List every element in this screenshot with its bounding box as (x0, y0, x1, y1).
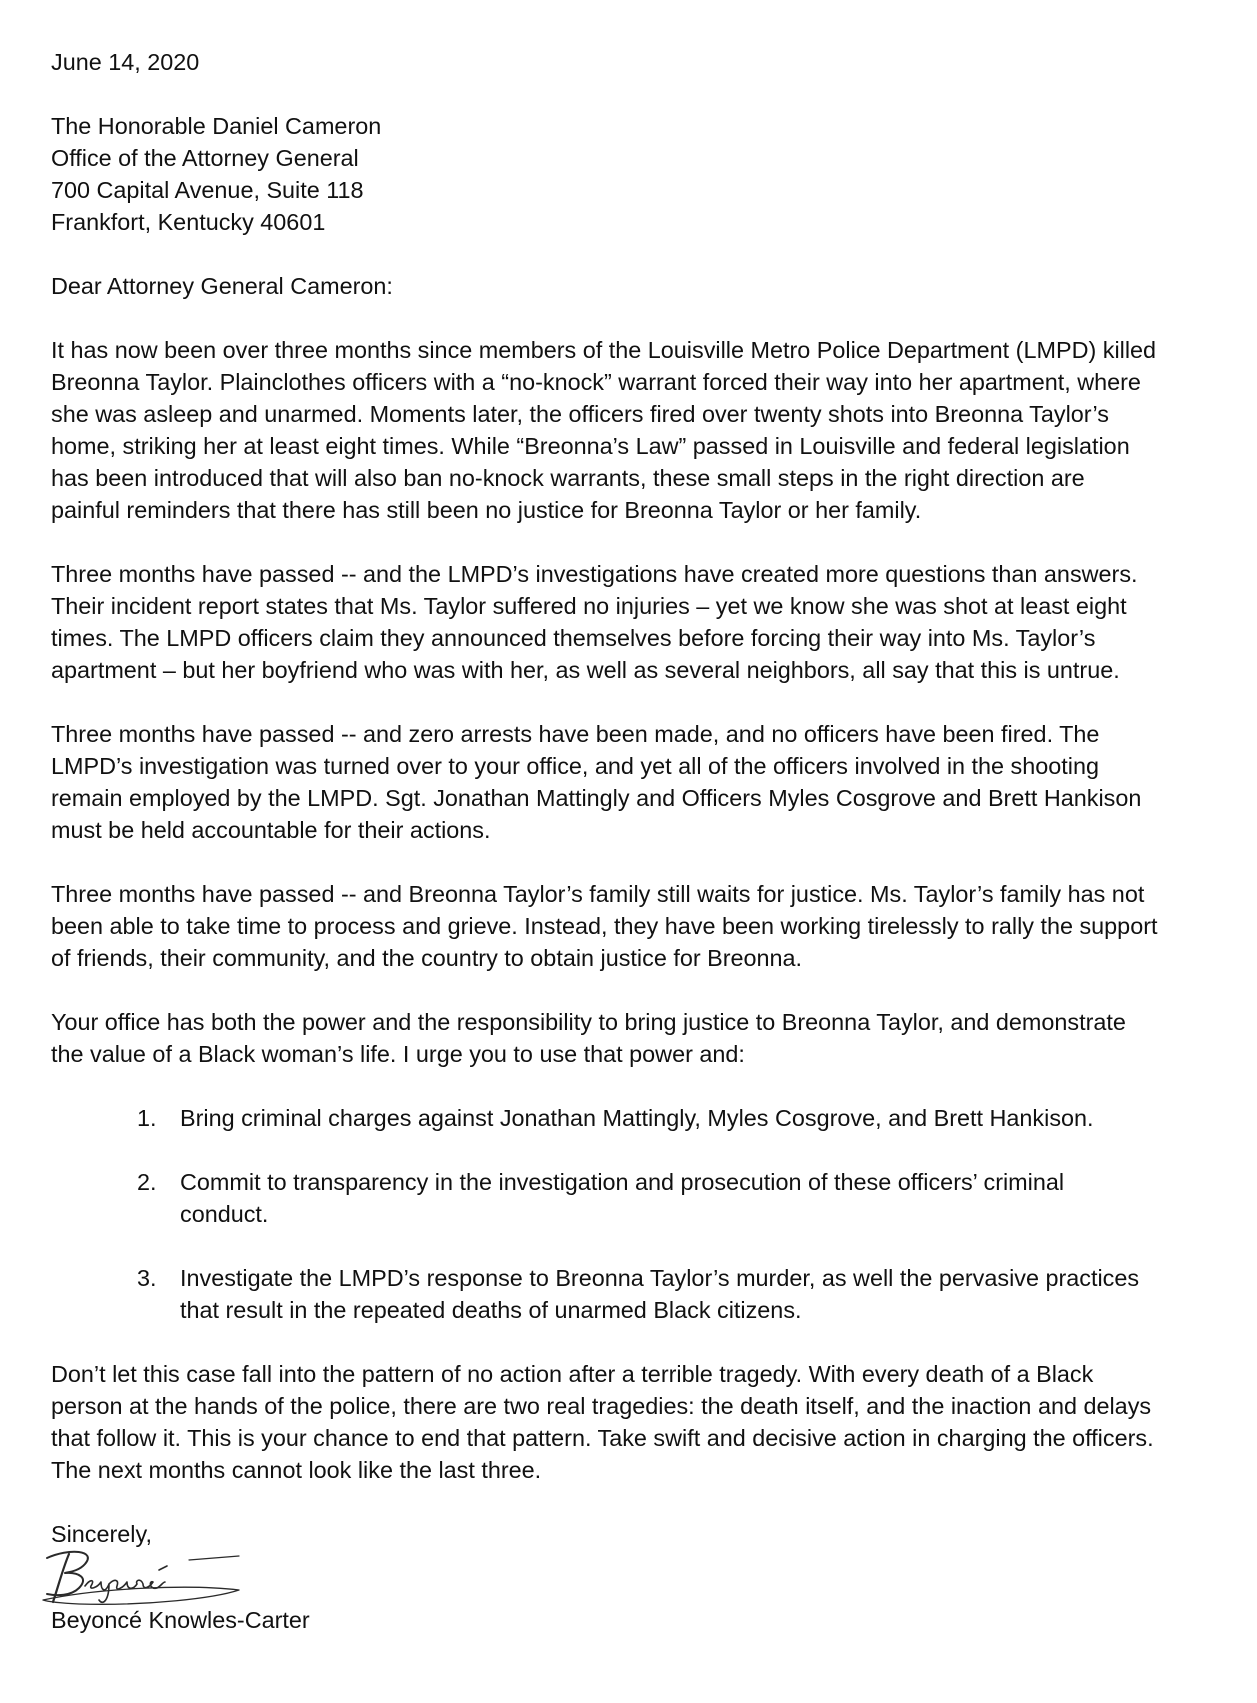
letter-body (51, 46, 1211, 1636)
list-item-text: conduct. (180, 1201, 269, 1227)
recipient-street: 700 Capital Avenue, Suite 118 (51, 177, 364, 203)
paragraph-intro (51, 334, 1211, 526)
letter-date: June 14, 2020 (51, 49, 200, 75)
paragraph-line: of friends, their community, and the country to obtain justice for Breonna. (51, 945, 803, 971)
paragraph-line: remain employed by the LMPD. Sgt. Jonathan Mattingly and Officers Myles Cosgrove and Brett Hankison (51, 785, 1142, 811)
paragraph-line: Three months have passed -- and the LMPD’s investigations have created more questions than answers. (51, 561, 1138, 587)
paragraph-line: Three months have passed -- and Breonna Taylor’s family still waits for justice. Ms. Taylor’s family has not (51, 881, 1145, 907)
paragraph-line: painful reminders that there has still been no justice for Breonna Taylor or her family. (51, 497, 922, 523)
paragraph-line: been able to take time to process and grieve. Instead, they have been working tirelessly to rally the support (51, 913, 1158, 939)
recipient-office: Office of the Attorney General (51, 145, 359, 171)
paragraph-line: must be held accountable for their actions. (51, 817, 491, 843)
list-item-number: 1. (137, 1105, 157, 1131)
paragraph-investigations (51, 558, 1211, 686)
list-item (51, 1262, 1211, 1326)
salutation: Dear Attorney General Cameron: (51, 273, 393, 299)
paragraph-line: the value of a Black woman’s life. I urge you to use that power and: (51, 1041, 745, 1067)
paragraph-request (51, 1006, 1211, 1070)
paragraph-line: The next months cannot look like the last three. (51, 1457, 542, 1483)
paragraph-arrests (51, 718, 1211, 846)
list-item-text: Commit to transparency in the investigation and prosecution of these officers’ criminal (180, 1169, 1065, 1195)
list-item-number: 2. (137, 1169, 157, 1195)
signature-image (39, 1544, 259, 1608)
list-item (51, 1166, 1211, 1230)
paragraph-line: It has now been over three months since members of the Louisville Metro Police Department (LMPD) killed (51, 337, 1157, 363)
paragraph-line: Don’t let this case fall into the pattern of no action after a terrible tragedy. With every death of a Black (51, 1361, 1094, 1387)
signer-name: Beyoncé Knowles-Carter (51, 1607, 310, 1633)
paragraph-family (51, 878, 1211, 974)
paragraph-line: Your office has both the power and the responsibility to bring justice to Breonna Taylor, and demonstrate (51, 1009, 1126, 1035)
paragraph-line: person at the hands of the police, there are two real tragedies: the death itself, and the inaction and delays (51, 1393, 1152, 1419)
paragraph-line: Three months have passed -- and zero arrests have been made, and no officers have been fired. The (51, 721, 1100, 747)
paragraph-line: LMPD’s investigation was turned over to your office, and yet all of the officers involved in the shooting (51, 753, 1099, 779)
paragraph-line: home, striking her at least eight times. While “Breonna’s Law” passed in Louisville and federal legislation (51, 433, 1130, 459)
recipient-address (51, 110, 1211, 238)
paragraph-line: she was asleep and unarmed. Moments later, the officers fired over twenty shots into Breonna Taylor’s (51, 401, 1109, 427)
paragraph-line: apartment – but her boyfriend who was with her, as well as several neighbors, all say that this is untrue. (51, 657, 1120, 683)
list-item-text: Investigate the LMPD’s response to Breonna Taylor’s murder, as well the pervasive practices (180, 1265, 1140, 1291)
list-item-text: Bring criminal charges against Jonathan Mattingly, Myles Cosgrove, and Brett Hankison. (180, 1105, 1094, 1131)
paragraph-line: Breonna Taylor. Plainclothes officers with a “no-knock” warrant forced their way into her apartment, where (51, 369, 1141, 395)
paragraph-closing-argument (51, 1358, 1211, 1486)
recipient-name: The Honorable Daniel Cameron (51, 113, 382, 139)
list-item-number: 3. (137, 1265, 157, 1291)
list-item (51, 1102, 1211, 1134)
paragraph-line: Their incident report states that Ms. Taylor suffered no injuries – yet we know she was shot at least eight (51, 593, 1127, 619)
recipient-city: Frankfort, Kentucky 40601 (51, 209, 326, 235)
paragraph-line: has been introduced that will also ban no-knock warrants, these small steps in the right direction are (51, 465, 1085, 491)
closing: Sincerely, (51, 1521, 152, 1547)
paragraph-line: that follow it. This is your chance to end that pattern. Take swift and decisive action in charging the officers. (51, 1425, 1154, 1451)
list-item-text: that result in the repeated deaths of unarmed Black citizens. (180, 1297, 802, 1323)
demands-list (51, 1102, 1211, 1326)
paragraph-line: times. The LMPD officers claim they announced themselves before forcing their way into Ms. Taylor’s (51, 625, 1096, 651)
